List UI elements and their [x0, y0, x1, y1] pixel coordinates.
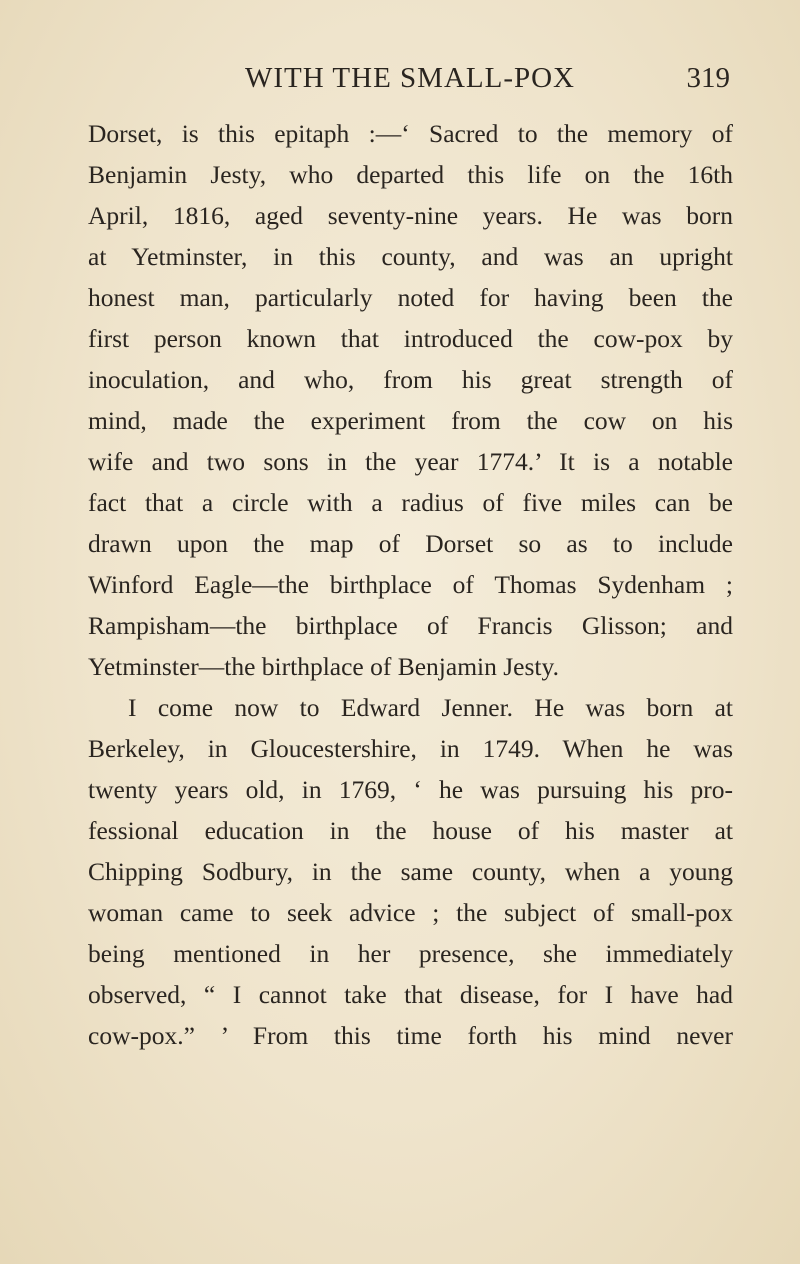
text-line: I come now to Edward Jenner. He was born at: [128, 693, 733, 722]
text-line: Yetminster—the birthplace of Benjamin Jesty.: [88, 652, 559, 681]
text-line: woman came to seek advice ; the subject of small-pox: [88, 898, 733, 927]
text-line: Berkeley, in Gloucestershire, in 1749. When he was: [88, 734, 733, 763]
text-line: drawn upon the map of Dorset so as to include: [88, 529, 733, 558]
text-line: fact that a circle with a radius of five miles can be: [88, 488, 733, 517]
text-line: April, 1816, aged seventy-nine years. He was born: [88, 201, 733, 230]
text-line: observed, “ I cannot take that disease, for I have had: [88, 980, 733, 1009]
text-line: Dorset, is this epitaph :—‘ Sacred to the memory of: [88, 119, 733, 148]
text-line: cow-pox.” ’ From this time forth his mind never: [88, 1021, 733, 1050]
text-line: wife and two sons in the year 1774.’ It is a notable: [88, 447, 733, 476]
text-line: fessional education in the house of his master at: [88, 816, 733, 845]
text-line: Winford Eagle—the birthplace of Thomas Sydenham ;: [88, 570, 733, 599]
text-line: Benjamin Jesty, who departed this life on the 16th: [88, 160, 733, 189]
running-title: WITH THE SMALL-POX: [245, 62, 575, 94]
body-text: [88, 113, 733, 1056]
text-line: mind, made the experiment from the cow on his: [88, 406, 733, 435]
text-line: being mentioned in her presence, she immediately: [88, 939, 733, 968]
text-line: inoculation, and who, from his great strength of: [88, 365, 733, 394]
text-line: honest man, particularly noted for having been the: [88, 283, 733, 312]
text-line: twenty years old, in 1769, ‘ he was pursuing his pro-: [88, 775, 733, 804]
page-number: 319: [686, 62, 730, 94]
text-line: Chipping Sodbury, in the same county, when a young: [88, 857, 733, 886]
running-head: [90, 58, 730, 98]
text-line: Rampisham—the birthplace of Francis Glisson; and: [88, 611, 733, 640]
text-line: first person known that introduced the cow-pox by: [88, 324, 733, 353]
text-line: at Yetminster, in this county, and was an upright: [88, 242, 733, 271]
